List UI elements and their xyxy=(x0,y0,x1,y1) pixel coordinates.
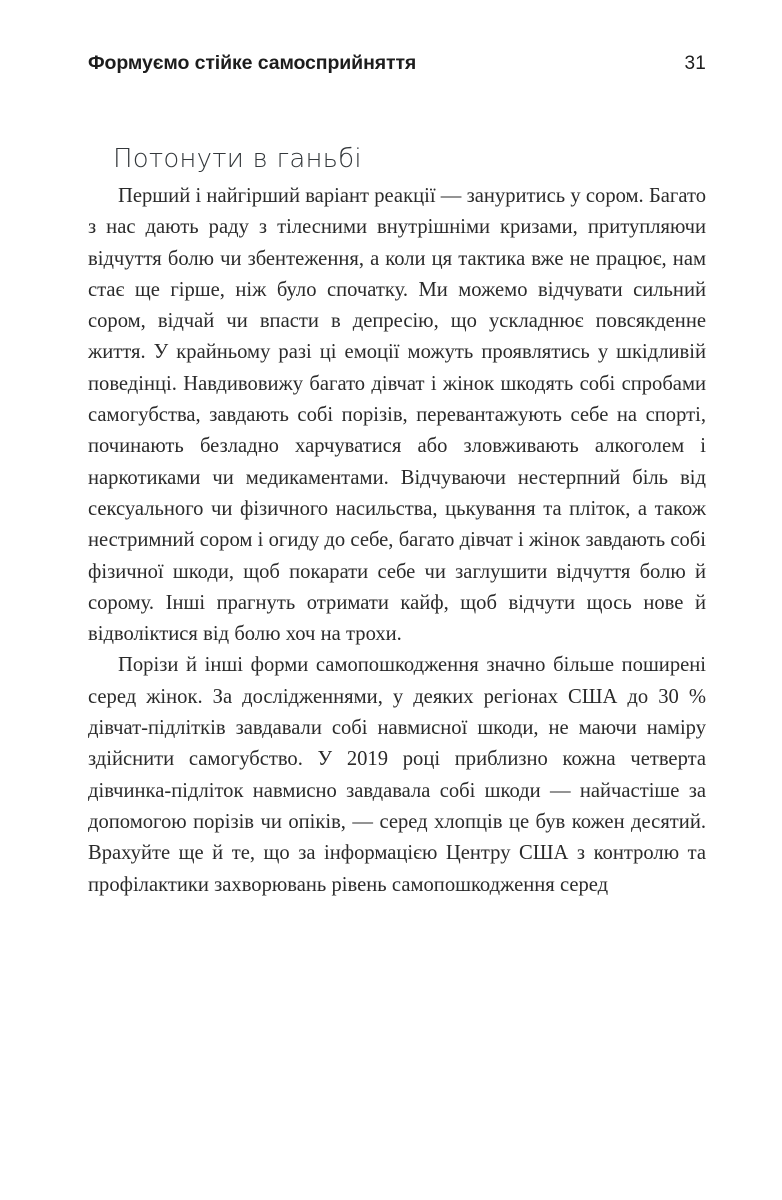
body-copy xyxy=(88,181,706,901)
section-heading: Потонути в ганьбі xyxy=(113,143,362,174)
running-head xyxy=(88,52,706,82)
body-paragraph: Перший і найгірший варіант реакції — зануритись у сором. Багато з нас дають раду з тілесними внутрішніми кризами, притупляючи відчуття болю чи збентеження, а коли ця тактика вже не працює, нам стає ще гірше, ніж було спочатку. Ми можемо відчувати сильний сором, відчай чи впасти в депресію, що ускладнює повсякденне життя. У крайньому разі ці емоції можуть проявлятись у шкідливій поведінці. Навдивовижу багато дівчат і жінок шкодять собі спробами самогубства, завдають собі порізів, перевантажують себе на спорті, починають безладно харчуватися або зловживають алкоголем і наркотиками чи медикаментами. Відчуваючи нестерпний біль від сексуального чи фізичного насильства, цькування та пліток, а також нестримний сором і огиду до себе, багато дівчат і жінок завдають собі фізичної шкоди, щоб покарати себе чи заглушити відчуття болю й сорому. Інші прагнуть отримати кайф, щоб відчути щось нове й відволіктися від болю хоч на трохи. xyxy=(88,185,707,646)
body-paragraph: Порізи й інші форми самопошкодження значно більше поширені серед жінок. За дослідженнями, у деяких регіонах США до 30 % дівчат-підлітків завдавали собі навмисної шкоди, не маючи наміру здійснити самогубство. У 2019 році приблизно кожна четверта дівчинка-підліток навмисно завдавала собі шкоди — найчастіше за допомогою порізів чи опіків, — серед хлопців це був кожен десятий. Врахуйте ще й те, що за інформацією Центру США з контролю та профілактики захворювань рівень самопошкодження серед xyxy=(88,654,706,896)
running-head-title: Формуємо стійке самосприйняття xyxy=(88,52,417,74)
page-number: 31 xyxy=(684,53,706,74)
